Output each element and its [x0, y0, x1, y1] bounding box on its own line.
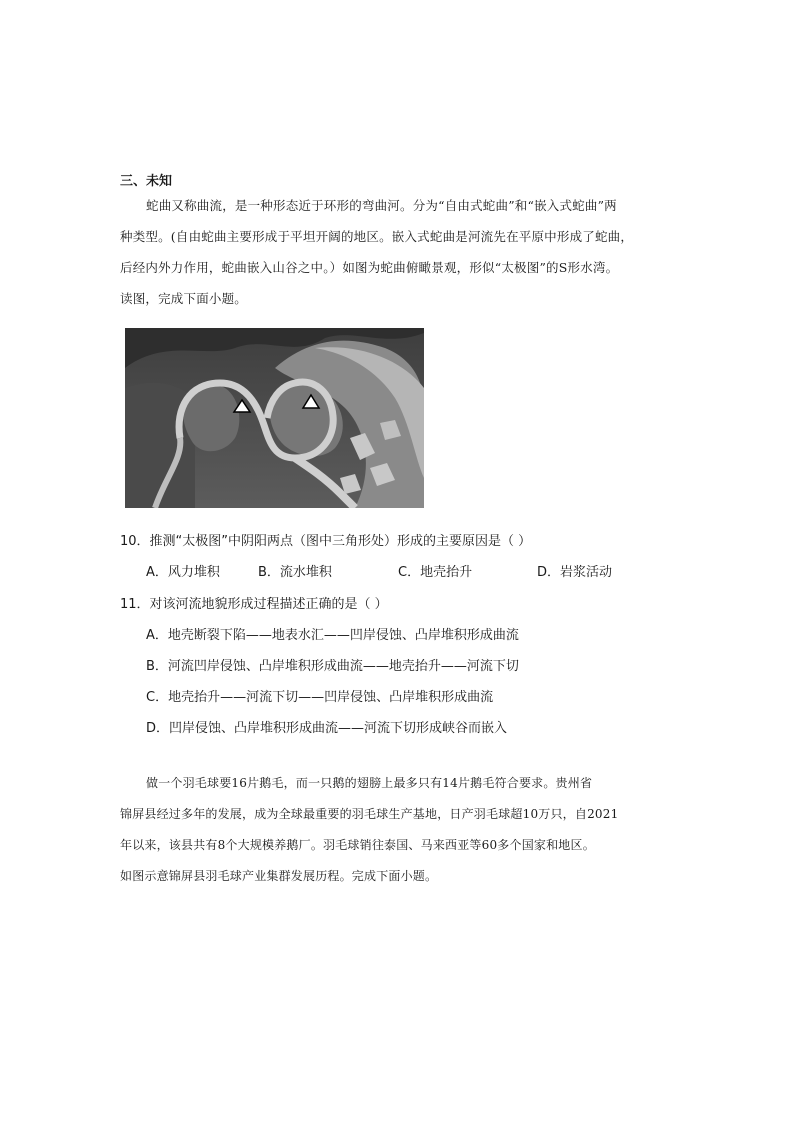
q11-option-c[interactable]: C．地壳抬升——河流下切——凹岸侵蚀、凸岸堆积形成曲流 [146, 690, 494, 705]
passage-line: 锦屏县经过多年的发展，成为全球最重要的羽毛球生产基地，日产羽毛球超10万只，自2021 [120, 807, 619, 821]
meander-photo-drawing [125, 328, 424, 508]
q10-option-a[interactable]: A．风力堆积 [146, 565, 220, 580]
section-title: 三、未知 [120, 174, 173, 189]
intro-line: 后经内外力作用，蛇曲嵌入山谷之中。）如图为蛇曲俯瞰景观，形似“太极图”的S形水湾。 [120, 260, 619, 275]
q10-option-b[interactable]: B．流水堆积 [258, 565, 332, 580]
q11-option-a[interactable]: A．地壳断裂下陷——地表水汇——凹岸侵蚀、凸岸堆积形成曲流 [146, 628, 519, 643]
passage-line: 年以来，该县共有8个大规模养鹅厂。羽毛球销往泰国、马来西亚等60多个国家和地区。 [120, 838, 595, 852]
meander-aerial-photo [125, 328, 424, 508]
intro-line: 读图，完成下面小题。 [120, 291, 248, 306]
question-10-stem: 10．推测“太极图”中阴阳两点（图中三角形处）形成的主要原因是（ ） [120, 534, 532, 549]
intro-line: 蛇曲又称曲流，是一种形态近于环形的弯曲河。分为“自由式蛇曲”和“嵌入式蛇曲”两 [146, 198, 617, 213]
badminton-passage [120, 768, 680, 892]
passage-line: 做一个羽毛球要16片鹅毛，而一只鹅的翅膀上最多只有14片鹅毛符合要求。贵州省 [146, 776, 593, 790]
q11-option-b[interactable]: B．河流凹岸侵蚀、凸岸堆积形成曲流——地壳抬升——河流下切 [146, 659, 519, 674]
q11-option-d[interactable]: D．凹岸侵蚀、凸岸堆积形成曲流——河流下切形成峡谷而嵌入 [146, 721, 508, 736]
passage-line: 如图示意锦屏县羽毛球产业集群发展历程。完成下面小题。 [120, 869, 438, 883]
question-11-stem: 11．对该河流地貌形成过程描述正确的是（ ） [120, 597, 388, 612]
intro-line: 种类型。(自由蛇曲主要形成于平坦开阔的地区。嵌入式蛇曲是河流先在平原中形成了蛇曲， [120, 229, 634, 244]
intro-paragraph [120, 190, 680, 314]
q10-option-c[interactable]: C．地壳抬升 [398, 565, 473, 580]
q10-option-d[interactable]: D．岩浆活动 [537, 565, 613, 580]
